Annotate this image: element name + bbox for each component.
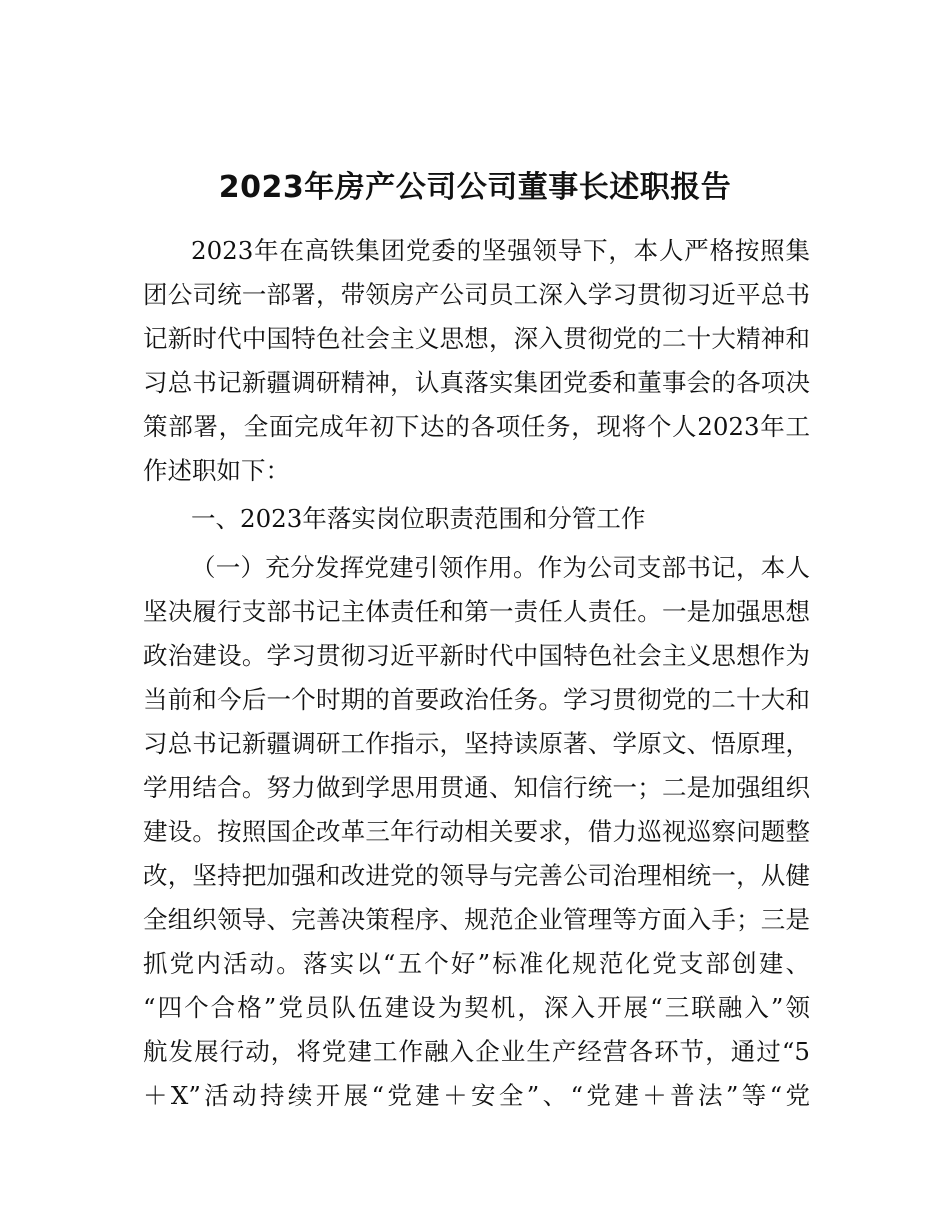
intro-line: 作述职如下： [143, 456, 290, 485]
intro-line: 策部署，全面完成年初下达的各项任务，现将个人2023年工 [143, 412, 810, 441]
body-line: 建设。按照国企改革三年行动相关要求，借力巡视巡察问题整 [143, 817, 810, 846]
body-line: 当前和今后一个时期的首要政治任务。学习贯彻党的二十大和 [143, 685, 810, 714]
section-heading: 一、2023年落实岗位职责范围和分管工作 [191, 504, 646, 533]
body-line: 抓党内活动。落实以“五个好”标准化规范化党支部创建、 [143, 949, 810, 978]
intro-line: 2023年在高铁集团党委的坚强领导下，本人严格按照集 [191, 236, 810, 265]
body-line: “四个合格”党员队伍建设为契机，深入开展“三联融入”领 [143, 993, 810, 1022]
body-line: 习总书记新疆调研工作指示，坚持读原著、学原文、悟原理， [143, 729, 810, 758]
body-line: 改，坚持把加强和改进党的领导与完善公司治理相统一，从健 [143, 861, 810, 890]
body-line: （一）充分发挥党建引领作用。作为公司支部书记，本人 [191, 553, 810, 582]
body-line: 全组织领导、完善决策程序、规范企业管理等方面入手；三是 [143, 905, 810, 934]
body-line: ＋X”活动持续开展“党建＋安全”、“党建＋普法”等“党 [143, 1081, 810, 1110]
body-line: 学用结合。努力做到学思用贯通、知信行统一；二是加强组织 [143, 773, 810, 802]
intro-line: 习总书记新疆调研精神，认真落实集团党委和董事会的各项决 [143, 368, 810, 397]
body-line: 航发展行动，将党建工作融入企业生产经营各环节，通过“5 [143, 1037, 810, 1066]
intro-line: 记新时代中国特色社会主义思想，深入贯彻党的二十大精神和 [143, 324, 810, 353]
body-line: 政治建设。学习贯彻习近平新时代中国特色社会主义思想作为 [143, 641, 810, 670]
body-line: 坚决履行支部书记主体责任和第一责任人责任。一是加强思想 [143, 597, 810, 626]
document-title: 2023年房产公司公司董事长述职报告 [218, 170, 732, 205]
intro-line: 团公司统一部署，带领房产公司员工深入学习贯彻习近平总书 [143, 280, 810, 309]
